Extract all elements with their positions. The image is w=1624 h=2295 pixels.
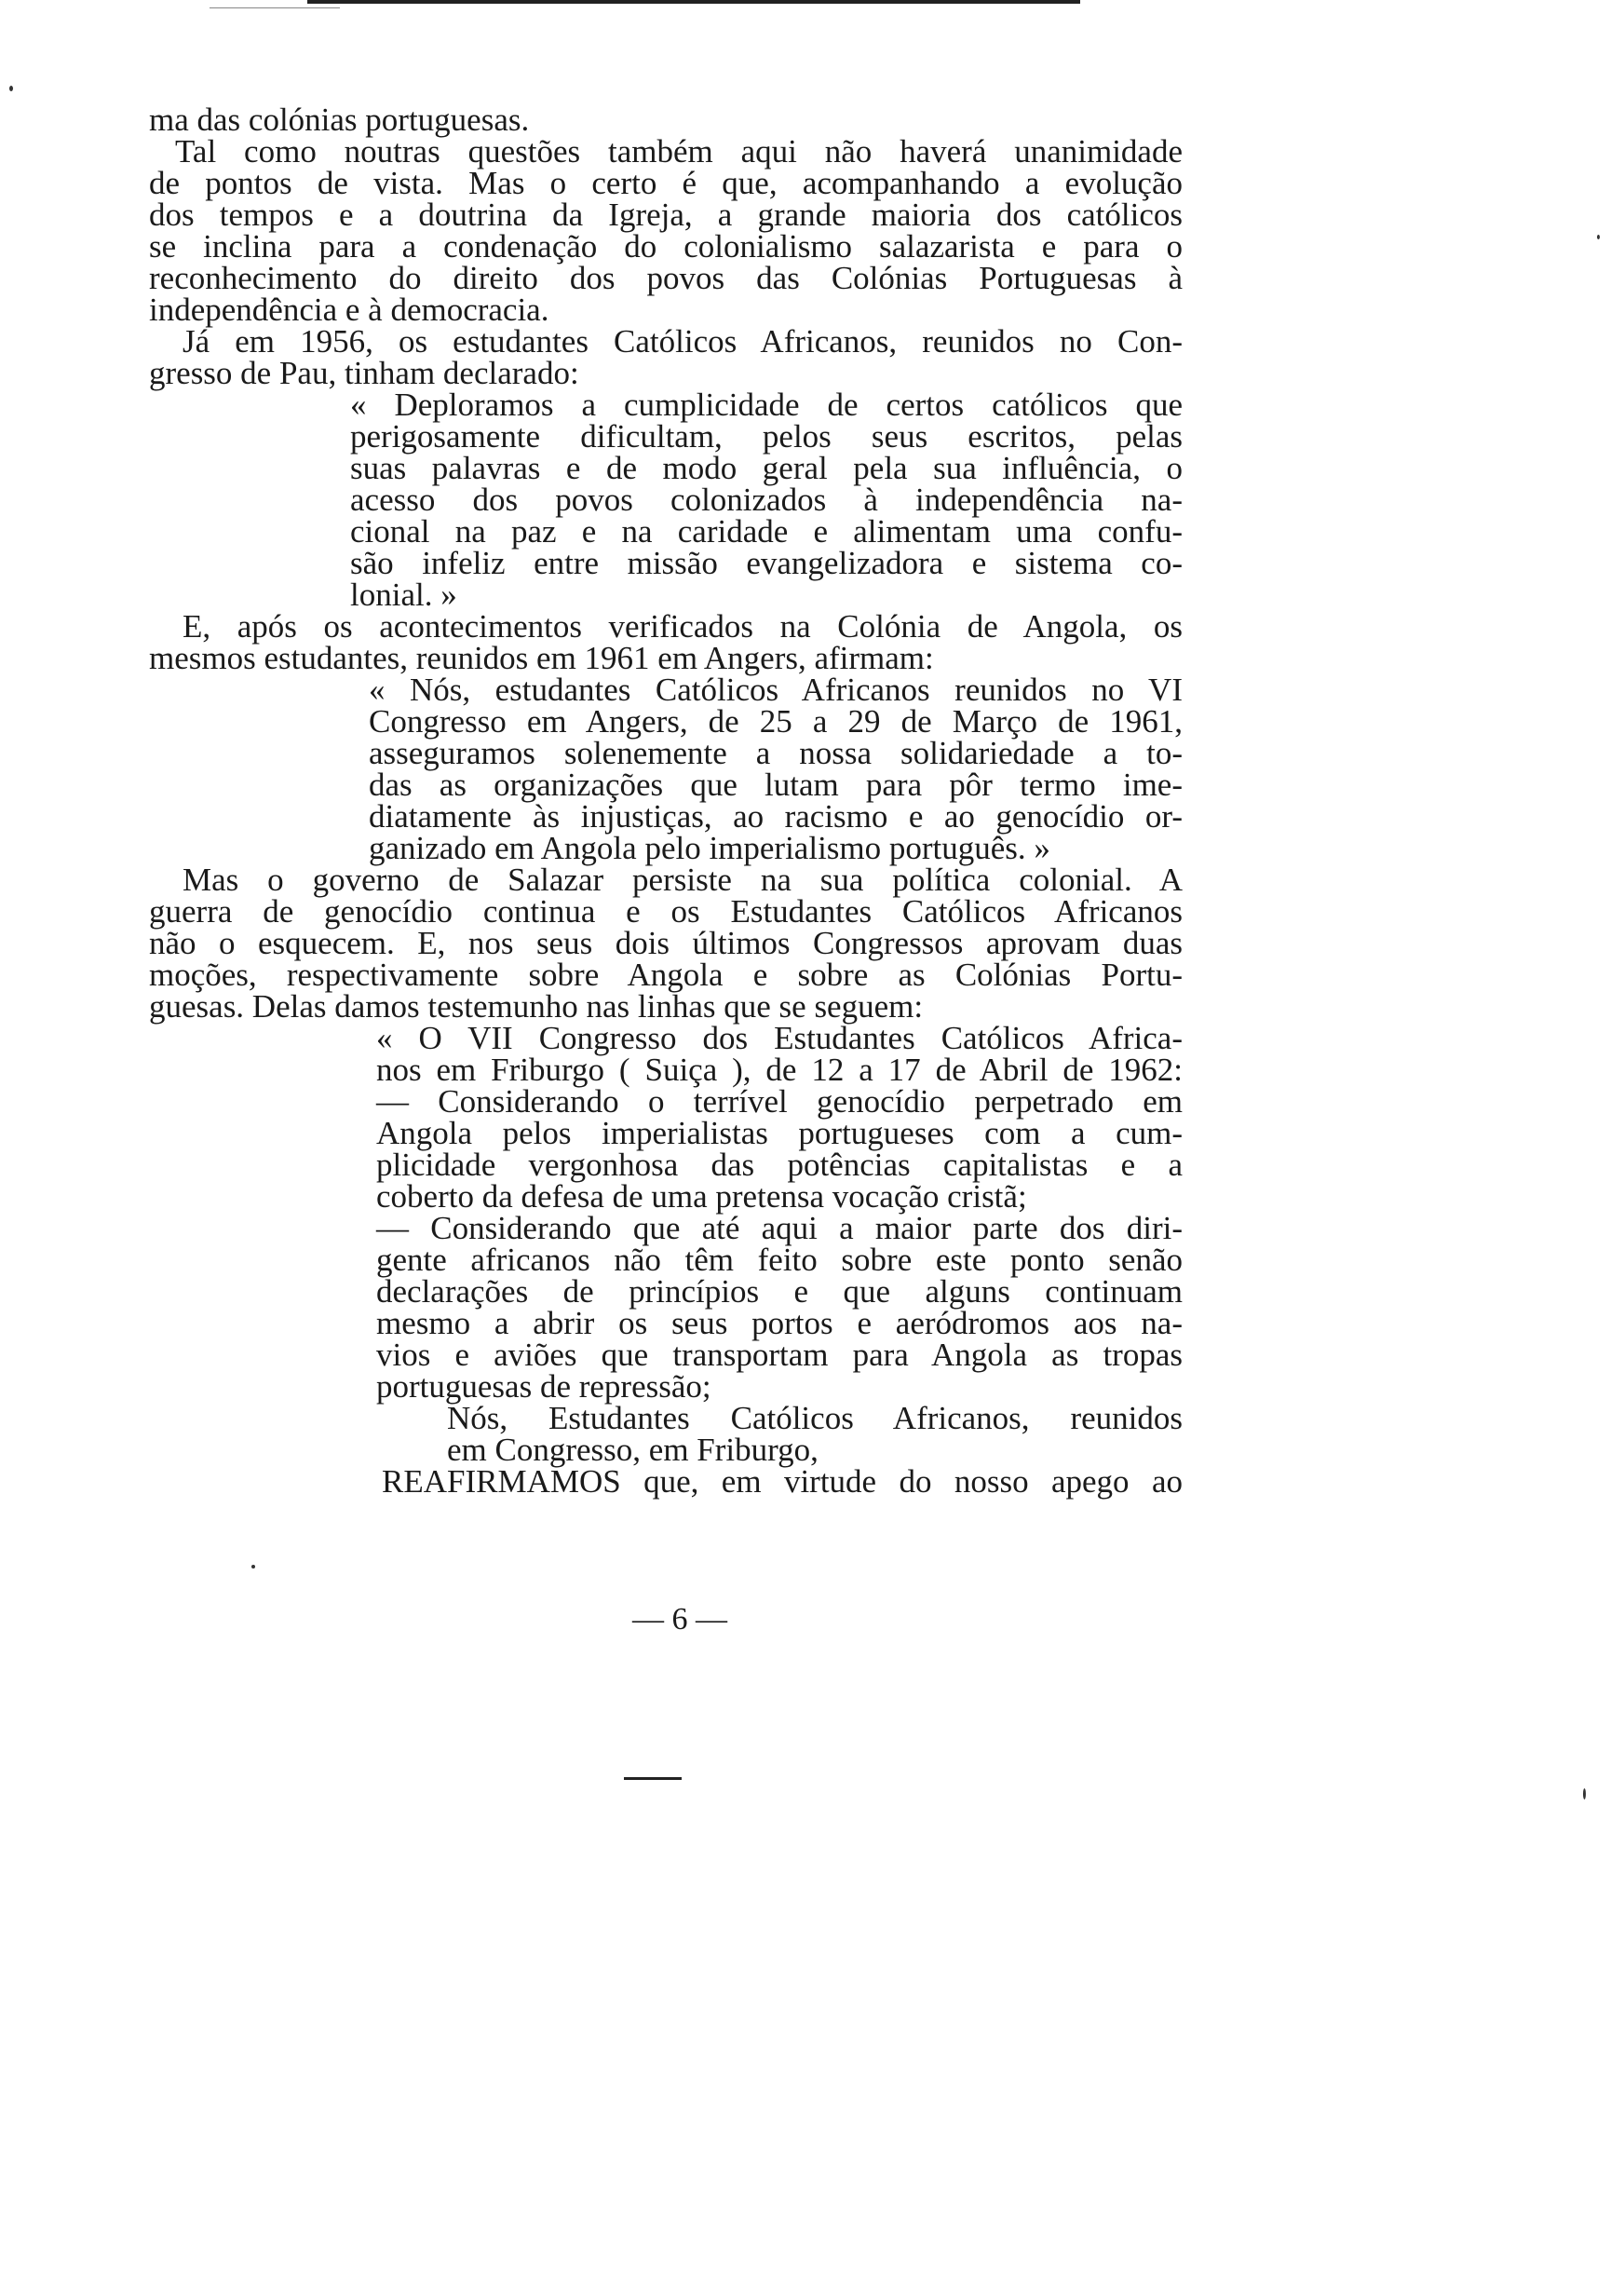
quote-line: nos em Friburgo ( Suiça ), de 12 a 17 de Abril de 1962:: [376, 1052, 1183, 1088]
text-line: de pontos de vista. Mas o certo é que, acompanhando a evolução: [149, 165, 1183, 201]
text-line: gresso de Pau, tinham declarado:: [149, 355, 579, 391]
quote-line: Nós, Estudantes Católicos Africanos, reunidos: [447, 1400, 1183, 1436]
page-number: — 6 —: [632, 1602, 727, 1636]
quote-angers-1961: [149, 674, 1183, 864]
scan-speck: [251, 1565, 255, 1568]
text-line: reconhecimento do direito dos povos das Colónias Portuguesas à: [149, 260, 1183, 296]
text-line: guesas. Delas damos testemunho nas linhas que se seguem:: [149, 988, 924, 1025]
quote-line: — Considerando que até aqui a maior parte dos diri-: [376, 1210, 1183, 1246]
bottom-rule: [624, 1777, 682, 1780]
quote-line: gente africanos não têm feito sobre este ponto senão: [376, 1242, 1183, 1278]
quote-line: das as organizações que lutam para pôr termo ime-: [369, 767, 1183, 803]
quote-pau-1956: [149, 389, 1183, 611]
paragraph-salazar: [149, 864, 1183, 1023]
quote-line: Congresso em Angers, de 25 a 29 de Março de 1961,: [369, 703, 1183, 740]
scan-speck: [9, 86, 13, 91]
text-line: E, após os acontecimentos verificados na Colónia de Angola, os: [183, 608, 1183, 645]
quote-line: perigosamente dificultam, pelos seus escritos, pelas: [350, 418, 1183, 455]
quote-friburgo-1962: [149, 1020, 1183, 1500]
quote-line: coberto da defesa de uma pretensa vocação cristã;: [376, 1178, 1027, 1215]
paragraph-colonias: [149, 104, 1183, 326]
quote-line: ganizado em Angola pelo imperialismo português. »: [369, 830, 1050, 866]
quote-line: em Congresso, em Friburgo,: [447, 1432, 819, 1468]
text-line: não o esquecem. E, nos seus dois últimos Congressos aprovam duas: [149, 925, 1183, 961]
text-line: dos tempos e a doutrina da Igreja, a grande maioria dos católicos: [149, 197, 1183, 233]
quote-line: plicidade vergonhosa das potências capitalistas e a: [376, 1147, 1183, 1183]
text-line: Mas o governo de Salazar persiste na sua política colonial. A: [183, 862, 1183, 898]
quote-line: asseguramos solenemente a nossa solidariedade a to-: [369, 735, 1183, 771]
quote-line: declarações de princípios e que alguns continuam: [376, 1273, 1183, 1310]
scan-top-rule-thin: [210, 7, 340, 8]
text-line: ma das colónias portuguesas.: [149, 102, 530, 138]
quote-line: suas palavras e de modo geral pela sua influência, o: [350, 450, 1183, 486]
paragraph-angers-1961: [149, 608, 1183, 676]
quote-line: « O VII Congresso dos Estudantes Católicos Africa-: [376, 1020, 1183, 1056]
quote-line: REAFIRMAMOS que, em virtude do nosso apego ao: [382, 1463, 1183, 1500]
quote-line: portuguesas de repressão;: [376, 1368, 711, 1405]
scan-speck: [1597, 235, 1600, 239]
quote-line: mesmo a abrir os seus portos e aeródromos aos na-: [376, 1305, 1183, 1341]
scan-speck: [1583, 1788, 1586, 1799]
quote-line: — Considerando o terrível genocídio perpetrado em: [376, 1083, 1183, 1120]
text-line: mesmos estudantes, reunidos em 1961 em Angers, afirmam:: [149, 640, 934, 676]
quote-line: são infeliz entre missão evangelizadora e sistema co-: [350, 545, 1183, 581]
text-line: guerra de genocídio continua e os Estudantes Católicos Africanos: [149, 893, 1183, 930]
paragraph-pau-1956: [149, 323, 1183, 391]
quote-line: Angola pelos imperialistas portugueses com a cum-: [376, 1115, 1183, 1151]
quote-line: « Nós, estudantes Católicos Africanos reunidos no VI: [369, 672, 1183, 708]
quote-line: diatamente às injustiças, ao racismo e ao genocídio or-: [369, 798, 1183, 835]
text-line: independência e à democracia.: [149, 292, 549, 328]
scan-top-rule: [307, 0, 1080, 4]
page-text-column: [149, 104, 1183, 1498]
text-line: Já em 1956, os estudantes Católicos Africanos, reunidos no Con-: [183, 323, 1183, 360]
quote-line: lonial. »: [350, 577, 457, 613]
text-line: moções, respectivamente sobre Angola e sobre as Colónias Portu-: [149, 957, 1183, 993]
quote-line: cional na paz e na caridade e alimentam uma confu-: [350, 513, 1183, 550]
text-line: se inclina para a condenação do colonialismo salazarista e para o: [149, 228, 1183, 265]
text-line: Tal como noutras questões também aqui não haverá unanimidade: [175, 133, 1183, 170]
quote-line: vios e aviões que transportam para Angola as tropas: [376, 1337, 1183, 1373]
quote-line: « Deploramos a cumplicidade de certos católicos que: [350, 387, 1183, 423]
quote-line: acesso dos povos colonizados à independência na-: [350, 482, 1183, 518]
